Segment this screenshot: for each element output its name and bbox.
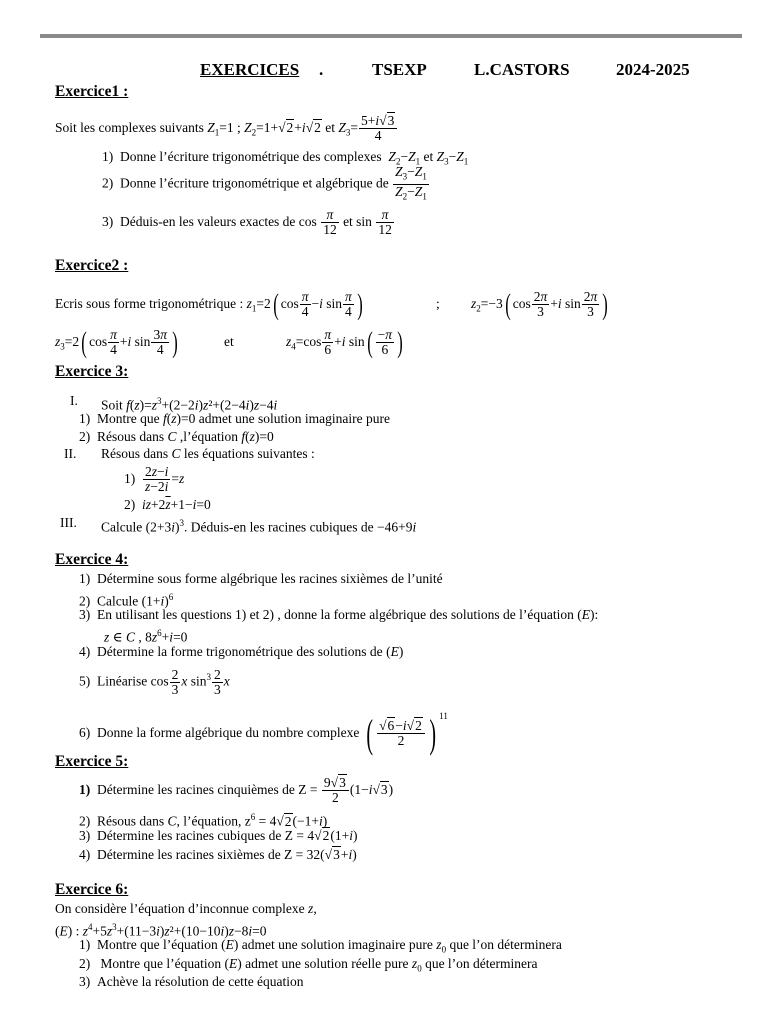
ex6-intro: On considère l’équation d’inconnue complexe z, bbox=[55, 901, 317, 916]
ex4-title: Exercice 4: bbox=[55, 551, 129, 568]
ex3-II2: 2) $iz+2\overline{z}+1-i=0$ bbox=[124, 497, 211, 512]
header-dot: . bbox=[319, 60, 324, 79]
ex5-title: Exercice 5: bbox=[55, 753, 129, 770]
header-year: 2024-2025 bbox=[616, 60, 690, 79]
ex1-q1: 1) Donne l’écriture trigonométrique des complexes $Z_2-Z_1$ et $Z_3-Z_1$ bbox=[102, 149, 469, 167]
ex6-equation: (E) : $z^4+5z^3+(11-3i)z^2+(10-10i)z-8i=0$ bbox=[55, 922, 267, 939]
ex3-I1: 1) Montre que f(z)=0 admet une solution imaginaire pure bbox=[79, 411, 390, 426]
ex1-q3: 3) Déduis-en les valeurs exactes de cos $\frac{\pi}{12}$ et sin $\frac{\pi}{12}$ bbox=[102, 207, 392, 238]
header-class: TSEXP bbox=[372, 60, 427, 79]
ex4-q4: 4) Détermine la forme trigonométrique des solutions de (E) bbox=[79, 644, 404, 659]
header-author: L.CASTORS bbox=[474, 60, 570, 79]
ex3-I: I. Soit $f(z)=z^3+(2-2i)z^2+(2-4i)z-4i$ bbox=[70, 393, 278, 413]
ex4-q5: 5) Linéarise cos $\frac{2}{3}$ x $\sin^3$ $\frac{2}{3}$ x bbox=[79, 666, 230, 697]
ex5-q3: 3) Détermine les racines cubiques de Z = 4√2(1+i) bbox=[79, 828, 358, 843]
ex2-line1: Ecris sous forme trigonométrique : $z_1=2$( cos $\frac{\pi}{4}$ −i sin $\frac{\pi}{4}$ ) bbox=[55, 287, 363, 321]
ex3-I2: 2) Résous dans C ,l’équation f(z)=0 bbox=[79, 429, 274, 444]
ex2-z2: $z_2=-3$( cos $\frac{2\pi}{3}$ +i sin $\frac{2\pi}{3}$ ) bbox=[471, 287, 609, 321]
ex5-q4: 4) Détermine les racines sixièmes de Z = 32(√3+i) bbox=[79, 847, 357, 862]
ex6-title: Exercice 6: bbox=[55, 881, 129, 898]
ex4-q2: 2) Calcule $(1+i)^6$ bbox=[79, 592, 174, 609]
ex4-q6: 6) Donne la forme algébrique du nombre complexe ( $\frac{√6-i√2}{2}$ ) $^{11}$ bbox=[79, 710, 448, 756]
ex5-q1: 1) Détermine les racines cinquièmes de Z = $\frac{9√3}{2}$ (1−i√3) bbox=[79, 775, 394, 806]
ex1-intro: Soit les complexes suivants $Z_1=1$ ; $Z_2=1+√2+i√2$ et $Z_3=$ $\frac{5+i√3}{4}$ bbox=[55, 113, 398, 148]
ex4-q1: 1) Détermine sous forme algébrique les racines sixièmes de l’unité bbox=[79, 571, 443, 586]
ex2-sep: ; bbox=[436, 296, 440, 311]
ex6-q1: 1) Montre que l’équation (E) admet une solution imaginaire pure $z_0$ que l’on déterminera bbox=[79, 937, 562, 955]
ex2-z3: $z_3=2$( cos $\frac{\pi}{4}$ +i sin $\frac{3\pi}{4}$ ) bbox=[55, 325, 178, 359]
header-title: EXERCICES bbox=[200, 60, 300, 79]
ex2-title: Exercice2 : bbox=[55, 257, 129, 274]
ex4-q3-eq: z ∈ C , $8z^6+i=0$ bbox=[104, 628, 188, 645]
ex3-III: III. Calcule $(2+3i)^3$. Déduis-en les racines cubiques de −46+9i bbox=[60, 515, 417, 535]
ex1-q2: 2) Donne l’écriture trigonométrique et algébrique de $\frac{Z_3-Z_1}{Z_2-Z_1}$ bbox=[102, 164, 427, 202]
ex5-q2: 2) Résous dans C, l’équation, $z^6 = 4√2(-1+i)$ bbox=[79, 812, 328, 829]
ex2-et: et bbox=[224, 334, 234, 349]
ex6-q2: 2) Montre que l’équation (E) admet une solution réelle pure $z_0$ que l’on déterminera bbox=[79, 956, 538, 974]
ex3-II: II. Résous dans C les équations suivantes : bbox=[64, 446, 315, 461]
ex3-title: Exercice 3: bbox=[55, 363, 129, 380]
ex3-II1: 1) $\frac{2z-i}{z-2i}$ =z bbox=[124, 464, 185, 495]
ex6-q3: 3) Achève la résolution de cette équation bbox=[79, 974, 304, 989]
top-rule bbox=[40, 34, 742, 38]
ex4-q3: 3) En utilisant les questions 1) et 2) , donne la forme algébrique des solutions de l’équation (E): bbox=[79, 607, 599, 622]
ex2-z4: $z_4=\cos$ $\frac{\pi}{6}$ +i sin( $\frac{-\pi}{6}$ ) bbox=[286, 325, 403, 359]
ex1-title: Exercice1 : bbox=[55, 83, 129, 100]
